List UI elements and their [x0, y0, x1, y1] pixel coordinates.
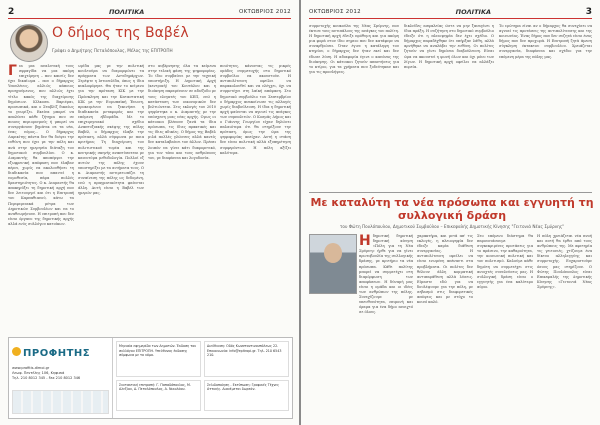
section-divider: [309, 192, 592, 193]
article-r-column-3: [477, 234, 533, 418]
sun-logo-icon: [12, 347, 21, 356]
article-column-2: [78, 64, 144, 332]
article-r-column-2: [417, 234, 473, 418]
article-title-left: Ο δήμος της Βαβέλ: [52, 25, 189, 41]
left-page-header: [8, 6, 291, 18]
r-column-3-text: Στο επόμενο διάστημα θα παρουσιάσουμε συγκεκριμένες προτάσεις για το πράσινο, την καθαριότητα, την κοινωνική πολιτική και τον πολιτισμό. Καλούμε κάθε δημότη να συμμετέχει στις ανοιχτές συνελεύσεις μας. Η συλλογική δράση είναι ο εγγυητής για ένα καλύτερο αύριο.: [477, 234, 533, 289]
continued-column-2: [404, 24, 494, 190]
r-column-2-text: χαρακτήρα, και μετά απ' τις εκλογές, η πλειοψηφία δεν έδειξε καμία διάθεση συνεργασίας. Η αντιπολίτευση οφείλει να είναι ενωμένη απέναντι στα προβλήματα. Οι πολίτες δεν θέλουν άλλη κομματική αντιπαράθεση αλλά λύσεις. Είμαστε εδώ για να δουλέψουμε για την πόλη, με σεβασμό στις διαφορετικές απόψεις και με στόχο το κοινό καλό.: [417, 234, 473, 305]
column-1-text: ια μια αναλυτική τους σφραγίδα να μια ακόμη επιχείρηση – που κανείς δεν έχει δικαίωμα – που ο δήμαρχος Υπουλένος, αλλιώς κάποιος προηγούμενος, που αλλιώς έχει τίτλο κακός της διαχείρισης δημόσιων. Κίλκοσα. Βαριέμαι, προσωπικά, και ο Σταβλίζ δικαίως το γνωρίζει. Εκείνα μπορεί να απολύσει κάθε ζήτημα που σε ποιους περιορισμούς ή μπορεί να συνεργάσουν βημάτικ σε τα νέα, ένας νόμος... Ο δήμαρχος Λαρικίτης πάντα δεν θα διέψει την ευθύνη που έχει με την πόλη και ανά στην ημερησία διάταξη του δημοτικού συμβουλίου. Ο κ. Διαμαντής θα αποπέμψει την εξωφρενική απόφαση που έλαβαν πέρσι, χωρίς να ακολουθήσει τη διαδικασία που απαιτεί η νομοθεσία, πάρα πολλές δραστηριότητες. Ο κ. Διαμαντής θα αποκηρύξει τη δημοτική αρχή που δεν λειτουργεί και ότι η Επιτροπή του Καρπαθιανού, κάτω τα Περιφερειακά μέτρα των Δημοτικών Συμβουλίων και να το αναθεωρήσουν. Η επιτροπή που δεν είναι όργανο της δημοτικής αρχής αλλά ενός συλλόγου κατοίκων.: [8, 64, 74, 226]
left-section-label: ΠΟΛΙΤΙΚΑ: [108, 8, 145, 16]
continued-col-2-text: δικλείδες ασφαλείας ώστε να μην ξαναγίνει η ίδια πράξη. Η συζήτηση στο δημοτικό συμβούλιο έδειξε ότι η πλειοψηφία δεν έχει σχέδιο. Ο δήμαρχος παραδέχθηκε ότι υπήρξαν λάθη, αλλά αρνήθηκε να αναλάβει την ευθύνη. Οι πολίτες ζητούν να γίνει δημόσια διαβούλευση. Είναι ώρα να ακουστεί η φωνή όλων και όχι μόνο των λίγων. Η δημοτική αρχή οφείλει να αλλάξει πορεία.: [404, 24, 494, 69]
right-section-label: ΠΟΛΙΤΙΚΑ: [455, 8, 492, 16]
info-cell-4: Σελιδοποίηση - Εκτύπωση: Γραφικές Τέχνες Αττικής. Διανέμεται δωρεάν.: [204, 380, 289, 411]
continued-col-1-text: συμμετοχής κουκούλα της Νέας Σμύρνης, που έκτισε τους αντιπάλους της ανάγκες του πολίτη. Η δημοτική αρχή έδειξε πρόθυμη και για ακόμη μια φορά στον ίδιο σημειο που δεν κατάφερε να συναρθρώσει. Όταν έγινε η κατάληψη του κτηρίου, ο δήμαρχος δεν ήταν εκεί και δεν έδωσε λύση. Η αδιαφορία έγινε ο κανόνας της διοίκησης. Οι κάτοικοι ζητούν απαντήσεις για το κτίριο, για τα χρήματα που ξοδεύτηκαν και για τις προσλήψεις.: [309, 24, 399, 74]
advertisement-block: [8, 337, 293, 419]
left-date: ΟΚΤΩΒΡΙΟΣ 2012: [239, 9, 291, 15]
r-column-1-text: δημοτική δημοτική δημοτική κίνηση «Πόλη για τη Νέα Σμύρνη» ήρθε για να γίνει πρωτοβουλία της συλλογικής δράσης, με κριτήριο τα νέα πρόσωπα. Κάθε πολίτης μπορεί να συμμετέχει στη διαμόρφωση των αποφάσεων. Η δύναμή μας είναι η ομάδα και οι ιδέες των ανθρώπων της πόλης. Συνεχίζουμε με υπευθυνότητα, επιμονή και όραμα για ένα δήμο ανοιχτό σε όλους.: [359, 234, 413, 315]
masthead-info: [113, 338, 292, 418]
article-r-column-1: [359, 234, 413, 418]
article-column-3: [148, 64, 216, 332]
column-3-text: στο κυβέρνησης όλα τα κείμενα στην τελική φάση της ψηφοφορίας. Το ίδιο συμβαίνει με την τεχνική υποστήριξη. Η Δημοτική Αρχή (κεντρική) του Κουτάλου και η διοίκηση παραμένουν σε αδιέξοδο με τους ελεγκτές του ΚΕΠ, ενώ η κατάσταση των οικονομικών δεν βελτιώνεται. Στις εκλογές του 2010 ψηφίστηκε ο κ. Διαμαντής με την υπόσχεση μιας νέας αρχής. Ομως οι κάτοικοι βλέπουν ξανά τα ίδια πρόσωπα, τις ίδιες πρακτικές και τις ίδιες αδικίες. Ο δήμος της Βαβέλ μιλά πολλές γλώσσες αλλά κανείς δεν καταλαβαίνει τον άλλον. Πρέπει λοιπόν να γίνει κάτι διαφορετικό, για τον τόπο και τους ανθρώπους του, με διαφάνεια και λογοδοσία.: [148, 64, 216, 160]
continued-col-3-text: Το ερώτημα είναι αν ο δήμαρχος θα συνεχίσει να αγνοεί τις προτάσεις της αντιπολίτευσης και της κοινωνίας. Ένας δήμος που δεν συζητά είναι ένας δήμος που δεν προχωρά. Η Επιτροπή ζητά άμεση σύγκληση έκτακτου συμβουλίου. Χρειάζεται συνεργασία, διαφάνεια και σχέδιο για την επόμενη μέρα της πόλης μας.: [499, 24, 592, 59]
dropcap-left: Γ: [8, 64, 17, 79]
dropcap-right: Η: [359, 234, 371, 249]
left-page-number: 2: [8, 7, 15, 17]
article-byline-right: του Φώτη Πουλόπουλου, Δημοτικού Συμβούλου – Επικεφαλής Δημοτικής Κίνησης "Γειτονιά Νέας Σμύρνης": [339, 224, 565, 229]
ad-logo-text: ΠΡΟΦΗΤΗΣ: [23, 348, 91, 359]
right-date: ΟΚΤΩΒΡΙΟΣ 2012: [309, 9, 361, 15]
column-4-text: ποιότητες, κάνοντας τις μικρές ομάδες συμμετοχής στο δημοτικό συμβούλιο να ακουστούν. Η αντιπολίτευση οφείλει να παρακολουθεί και να ελέγχει, όχι να συμμετέχει στη λαϊκή απόφαση. Στο δημοτικό συμβούλιο του Σεπτεμβρίου ο δήμαρχος ανακοίνωσε τις αλλαγές χωρίς διαβούλευση. Η ίδια η δημοτική αρχή φαίνεται να αγνοεί τις ανάγκες των συμπολιτών. Ο Κοσμάς Δήμος και ο Γιάννης Γεωργίου είχαν δηλώσει παλαιότερα ότι θα στηρίξουν την πρόταση, όμως την ώρα της ψηφοφορίας απείχαν. Αυτή η στάση δεν είναι πολιτική αλλά εξυπηρέτηση συμφερόντων. Η πόλη αξίζει καλύτερα.: [220, 64, 291, 155]
advertisement-profitis: [9, 338, 113, 418]
article-r-column-4: [537, 234, 592, 418]
author-portrait: [309, 234, 357, 294]
info-cell-2: Διεύθυνση: Οδός Κωνσταντινουπόλεως 22. Επικοινωνία: info@epitropi.gr. Τηλ. 210 6543 210.: [204, 341, 289, 377]
left-page: [0, 0, 299, 425]
ad-phone: Τηλ. 210 8012 345 - Fax 210 8012 346: [12, 376, 81, 380]
right-page: [301, 0, 600, 425]
portrait-face: [324, 243, 342, 263]
continued-column-1: [309, 24, 399, 190]
continued-column-3: [499, 24, 592, 190]
ad-banner-graphic: [12, 390, 109, 414]
article-title-right: Με καταλύτη τα νέα πρόσωπα και εγγυητή τη συλλογική δράση: [310, 196, 594, 222]
article-byline-left: Γράφει ο Δημήτρης Πεταλόπουλος, Μέλος της ΕΠΙΤΡΟΠΗ: [52, 48, 173, 53]
info-cell-1: Μηνιαία εφημερίδα των Δημοτών. Έκδοση του συλλόγου ΕΠΙΤΡΟΠΗ. Υπεύθυνος έκδοσης σύμφωνα με το νόμο.: [116, 341, 201, 377]
r-column-4-text: Η πόλη χρειάζεται νέα πνοή και αυτή θα έρθει από τους ανθρώπους της. Με αφετηρία τις γειτονιές, χτίζουμε ένα δίκτυο αλληλεγγύης και συμμετοχής. Ευχαριστούμε όσους μας στηρίζουν. Ο Φώτης Πουλόπουλος είναι Επικεφαλής της Δημοτικής Κίνησης «Γειτονιά Νέας Σμύρνης».: [537, 234, 592, 289]
ad-address: Λεωφ. Πεντέλης 106, Κηφισιά: [12, 371, 65, 375]
column-2-text: ωρίδα μας με την πολιτική κουλτούρα να διαμορφώνει τα πράγματα των Αντιδημάρχων. Στρέψτε η Ιστοσελίδα, όπως η ίδια κυκλοφόρησε. Θα ήταν το κείμενο για την πρόταση ΚΙΚ με την Πρόσκληση και την Καταστατική ΚΙΚ με την Ευρωπαϊκή Ένωση, προκειμένου να ξεκινήσει η διαδικασία μεταφοράς και την επόμενη εβδομάδα. Με το επιχειρησιακό σχέδιο Αναπτυξιακής σκέψης της πόλης Βαβέλ, ο δήμαρχος έλαβε την πρόταση, αλλά σύμφωνα με ποια κριτήρια; Τη διαχείριση του πολιτιστικού τομέα και της κεντρικής σκηνής αναπτύσσεται με καινοτόμα μεθοδολογία. Πολλοί εξ αυτών της πόλης έχουν υποστηρίξει με τα αιτήματα τους. Ο κ. Διαμαντής αντιμετωπίζει τη συναίνεση της πόλης ως δεδομένη, ενώ η πραγματικότητα φαίνεται άλλη. Αυτή είναι η Βαβέλ των ημερών μας.: [78, 64, 144, 196]
right-header-rule: [309, 18, 592, 19]
right-page-header: [309, 6, 592, 18]
info-cell-3: Συντακτική επιτροπή: Γ. Παπαδόπουλος, Μ. Αλεξίου, Δ. Πεταλόπουλος, Α. Νικολάου.: [116, 380, 201, 411]
author-photo: [10, 24, 48, 62]
article-column-1: [8, 64, 74, 332]
ad-website: www.profitis-dimoi.gr: [12, 366, 50, 370]
right-page-number: 3: [585, 7, 592, 17]
left-header-rule: [8, 18, 291, 19]
article-column-4: [220, 64, 291, 332]
